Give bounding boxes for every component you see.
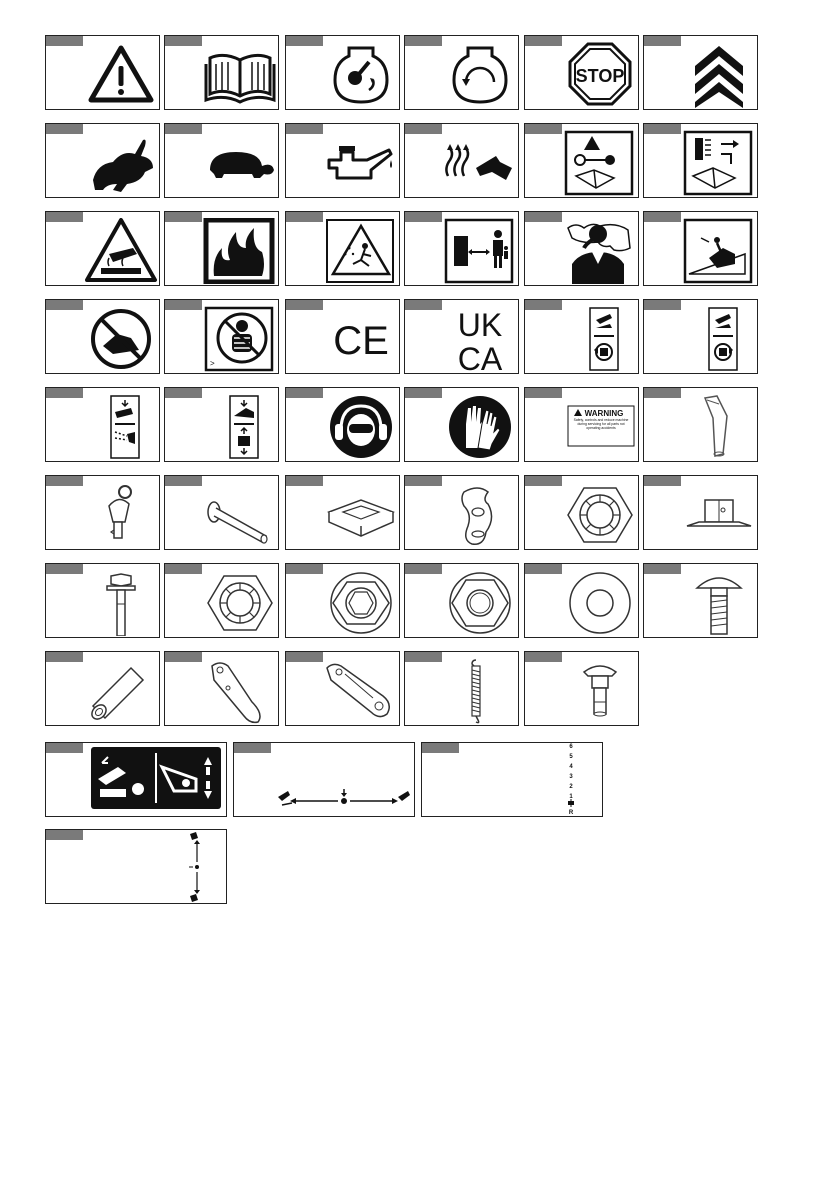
item-tag [405, 124, 442, 134]
flange-bolt-part [45, 563, 160, 638]
item-tag [644, 476, 681, 486]
gear-label: 1 [569, 794, 573, 800]
item-tag [644, 300, 681, 310]
person-hazard-icon [562, 218, 638, 284]
item-tag [405, 388, 442, 398]
ukca-line2: CA [457, 341, 503, 372]
ignition-key-part [45, 475, 160, 550]
ce-mark-icon [323, 306, 399, 372]
prohibited-hand-icon [83, 306, 159, 372]
item-tag [525, 388, 562, 398]
thrown-objects-symbol [285, 211, 400, 286]
open-book-icon [202, 42, 278, 108]
hot-surface-symbol [45, 211, 160, 286]
gear-label: 4 [569, 764, 573, 770]
item-tag [46, 212, 83, 222]
item-tag [525, 36, 562, 46]
thrown-objects-icon [323, 218, 399, 284]
item-tag [286, 212, 323, 222]
ukca-line1: UK [457, 307, 503, 343]
item-tag [525, 476, 562, 486]
lock-nut-part [524, 475, 639, 550]
gear-label: 6 [569, 744, 573, 750]
hot-muffler-symbol [404, 123, 519, 198]
item-tag [46, 564, 83, 574]
rabbit-icon [83, 130, 159, 196]
auger-height-symbol [164, 387, 279, 462]
item-tag [165, 124, 202, 134]
item-tag [525, 124, 562, 134]
bolt-icon [202, 482, 278, 548]
item-tag [286, 300, 323, 310]
oil-can-icon [323, 130, 399, 196]
knob-icon [442, 482, 518, 548]
ukca-mark-symbol [404, 299, 519, 374]
oil-symbol [285, 123, 400, 198]
spring-part [404, 651, 519, 726]
warning-label-symbol [524, 387, 639, 462]
maintenance-manual-symbol [643, 123, 758, 198]
serrated-nut-part [285, 563, 400, 638]
key-manual-icon [562, 130, 638, 196]
warning-triangle-icon [83, 42, 159, 108]
gloves-icon [442, 394, 518, 460]
item-tag [165, 564, 202, 574]
no-hands-symbol [45, 299, 160, 374]
hex-nut-part [404, 563, 519, 638]
warning-label-title: WARNING [584, 409, 624, 418]
fast-speed-symbol [45, 123, 160, 198]
item-tag [46, 300, 83, 310]
flange-bolt-icon [83, 570, 159, 636]
item-tag [286, 564, 323, 574]
item-tag [46, 388, 83, 398]
carriage-bolt-icon [681, 570, 757, 636]
carriage-bolt-part [643, 563, 758, 638]
chute-direction-decal [233, 742, 415, 817]
read-manual-symbol [164, 35, 279, 110]
flange-nut-icon [681, 482, 757, 548]
keep-distance-symbol [404, 211, 519, 286]
engine-icon [442, 42, 518, 108]
ear-eye-protection-icon [323, 394, 399, 460]
safe-distance-icon [442, 218, 518, 284]
bracket-icon [202, 658, 278, 724]
item-tag [46, 476, 83, 486]
warning-label-body: Safety, controls and reduce machine during servicing for all parts not operating accidents [573, 418, 629, 431]
item-tag [165, 476, 202, 486]
item-tag [644, 36, 681, 46]
slope-hazard-symbol [643, 211, 758, 286]
fire-hazard-symbol [164, 211, 279, 286]
item-tag [286, 388, 323, 398]
chute-direction-icon [234, 743, 415, 817]
item-tag [165, 212, 202, 222]
flange-nut-part [643, 475, 758, 550]
item-tag [644, 564, 681, 574]
hex-nut-icon [442, 570, 518, 636]
fast-chevron-symbol [643, 35, 758, 110]
flame-icon [202, 218, 278, 284]
control-panel-decal [45, 742, 227, 817]
item-tag [405, 300, 442, 310]
stop-sign-icon [562, 42, 638, 108]
spring-icon [442, 658, 518, 724]
hot-surface-icon [83, 218, 159, 284]
ukca-mark-icon [442, 306, 518, 372]
item-tag [165, 300, 202, 310]
chute-handle-part [285, 651, 400, 726]
prohibited-auger-icon [202, 306, 278, 372]
gear-label: 5 [569, 754, 573, 760]
engine-stop-symbol [404, 35, 519, 110]
item-tag [405, 652, 442, 662]
ce-mark-symbol [285, 299, 400, 374]
key-icon [83, 482, 159, 548]
slope-operator-icon [681, 218, 757, 284]
hex-lock-nut-part [164, 563, 279, 638]
deflector-icon [83, 394, 159, 460]
chute-rotate-right-symbol [643, 299, 758, 374]
chevrons-up-icon [681, 42, 757, 108]
item-tag [644, 388, 681, 398]
stop-sign-symbol [524, 35, 639, 110]
gear-label: 2 [569, 784, 573, 790]
item-tag [46, 652, 83, 662]
item-tag [165, 36, 202, 46]
speed-selector-icon [422, 743, 603, 817]
item-tag [286, 652, 323, 662]
speed-selector-decal [421, 742, 603, 817]
item-tag [286, 124, 323, 134]
chute-rotate-left-symbol [524, 299, 639, 374]
wear-protection-symbol [285, 387, 400, 462]
turtle-icon [202, 130, 278, 196]
warning-triangle-symbol [45, 35, 160, 110]
slow-speed-symbol [164, 123, 279, 198]
washer-icon [562, 570, 638, 636]
item-tag [405, 212, 442, 222]
chute-tilt-range-icon [46, 830, 227, 904]
item-tag [46, 36, 83, 46]
square-bushing-icon [323, 482, 399, 548]
wing-knob-part [404, 475, 519, 550]
item-tag [286, 36, 323, 46]
chute-rotate-icon [562, 306, 638, 372]
item-tag [644, 124, 681, 134]
heat-exhaust-icon [442, 130, 518, 196]
gear-label: 3 [569, 774, 573, 780]
pin-icon [83, 658, 159, 724]
square-bushing-part [285, 475, 400, 550]
item-tag [286, 476, 323, 486]
auger-height-icon [202, 394, 278, 460]
item-tag [405, 564, 442, 574]
roll-pin-part [45, 651, 160, 726]
serrated-nut-icon [323, 570, 399, 636]
wear-gloves-symbol [404, 387, 519, 462]
item-tag [525, 652, 562, 662]
chute-tilt-decal-icon [46, 743, 227, 817]
item-tag [46, 124, 83, 134]
gear-label: R [568, 810, 574, 816]
item-tag [165, 388, 202, 398]
item-tag [525, 300, 562, 310]
ce-mark-text: CE [333, 319, 389, 363]
chute-rotate-icon [681, 306, 757, 372]
flat-washer-part [524, 563, 639, 638]
item-tag [405, 476, 442, 486]
item-tag [405, 36, 442, 46]
shoulder-bolt-icon [562, 658, 638, 724]
no-hands-auger-symbol [164, 299, 279, 374]
item-tag [525, 212, 562, 222]
shoulder-bolt-part [524, 651, 639, 726]
chute-crank-bracket-part [164, 651, 279, 726]
engine-start-symbol [285, 35, 400, 110]
shear-bolt-part [164, 475, 279, 550]
chute-hand-hazard-symbol [524, 211, 639, 286]
warning-label-icon [562, 394, 638, 460]
item-tag [525, 564, 562, 574]
chute-part-icon [681, 394, 757, 460]
discharge-chute-part [643, 387, 758, 462]
handle-icon [323, 658, 399, 724]
svg-text:>: > [210, 359, 215, 368]
chute-tilt-range-decal [45, 829, 227, 904]
hex-lock-nut-icon [202, 570, 278, 636]
item-tag [165, 652, 202, 662]
hex-lock-nut-icon [562, 482, 638, 548]
chute-deflector-symbol [45, 387, 160, 462]
maintenance-manual-icon [681, 130, 757, 196]
item-tag [644, 212, 681, 222]
remove-key-manual-symbol [524, 123, 639, 198]
stop-text: STOP [575, 66, 625, 86]
engine-rotation-icon [323, 42, 399, 108]
